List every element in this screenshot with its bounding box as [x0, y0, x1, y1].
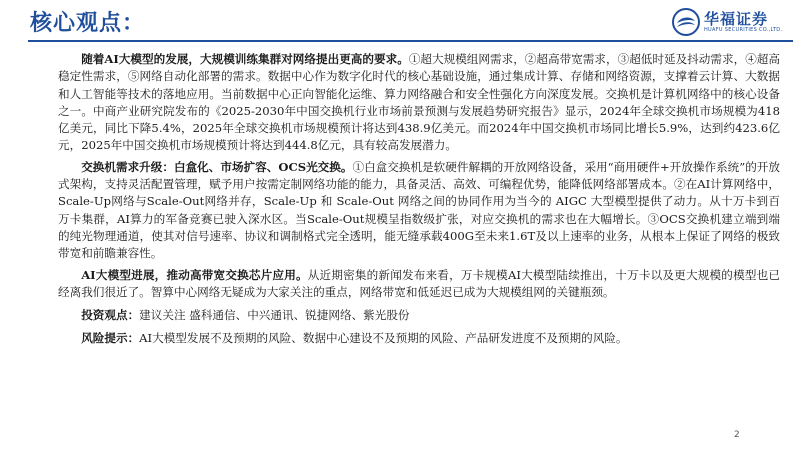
paragraph-ai-progress — [58, 267, 780, 302]
page-number: 2 — [734, 430, 740, 440]
paragraph-text: 从近期密集的新闻发布来看，万卡规模AI大模型陆续推出，十万卡以及更大规模的模型也已经离我们很近了。智算中心网络无疑成为大家关注的重点，网络带宽和低延迟已成为大规模组网的关键瓶颈。 — [58, 267, 780, 299]
page-title: 核心观点： — [30, 11, 146, 36]
page-header — [0, 0, 800, 44]
paragraph-text: AI大模型发展不及预期的风险、数据中心建设不及预期的风险、产品研发进度不及预期的风险。 — [139, 331, 628, 346]
company-logo — [672, 6, 792, 38]
paragraph-text: ①超大规模组网需求，②超高带宽需求，③超低时延及抖动需求，④超高稳定性需求，⑤网络自动化部署的需求。数据中心作为数字化时代的核心基础设施，通过集成计算、存储和网络资源，支撑着云计算、大数据和人工智能等技术的落地应用。当前数据中心正向智能化运维、算力网络融合和安全性强化方向深度发展。交换机是计算机网络中的核心设备之一。中商产业研究院发布的《2025-2030年中国交换机行业市场前景预测与发展趋势研究报告》显示，2024年全球交换机市场规模为418亿美元，同比下降5.4%，2025年全球交换机市场规模预计将达到438.9亿美元。而2024年中国交换机市场同比增长5.9%，达到约423.6亿元，2025年中国交换机市场规模预计将达到444.8亿元，具有较高发展潜力。 — [58, 52, 780, 153]
huafu-logo-icon — [672, 8, 700, 36]
paragraph-lead: 风险提示： — [81, 331, 140, 346]
paragraph-investment-view — [58, 307, 780, 324]
paragraph-lead: AI大模型进展，推动高带宽交换芯片应用。 — [81, 267, 308, 282]
paragraph-risk-warning — [58, 330, 780, 347]
paragraph-lead: 交换机需求升级：白盒化、市场扩容、OCS光交换。 — [81, 159, 353, 174]
logo-name-cn: 华福证券 — [704, 10, 769, 28]
paragraph-text: 建议关注 盛科通信、中兴通讯、锐捷网络、紫光股份 — [139, 308, 410, 323]
paragraph-text: ①白盒交换机是软硬件解耦的开放网络设备，采用“商用硬件+开放操作系统”的开放式架构，支持灵活配置管理，赋予用户按需定制网络功能的能力，具备灵活、高效、可编程优势，能降低网络部署成本。②在AI计算网络中，Scale-Up网络与Scale-Out网络并存，Scale-Up 和 Scale-Out 网络之间的协同作用为当今的 AIGC 大型模型提供了动力。从十万卡到百万卡集群，AI算力的军备竞赛已驶入深水区。当Scale-Out规模呈指数级扩张，对应交换机的需求也在大幅增长。③OCS交换机建立端到端的纯光物理通道，使其对信号速率、协议和调制格式完全透明，能无缝承载400G至未来1.6T及以上速率的业务，从根本上保证了网络的极致带宽和前瞻兼容性。 — [58, 159, 780, 261]
paragraph-switch-upgrade — [58, 159, 780, 263]
logo-name-en: HUAFU SECURITIES CO.,LTD. — [704, 27, 783, 33]
paragraph-ai-network-demand — [58, 51, 780, 155]
paragraph-lead: 投资观点： — [81, 308, 140, 323]
report-body — [58, 51, 780, 348]
header-divider — [28, 40, 793, 42]
paragraph-lead: 随着AI大模型的发展，大规模训练集群对网络提出更高的要求。 — [81, 52, 409, 66]
